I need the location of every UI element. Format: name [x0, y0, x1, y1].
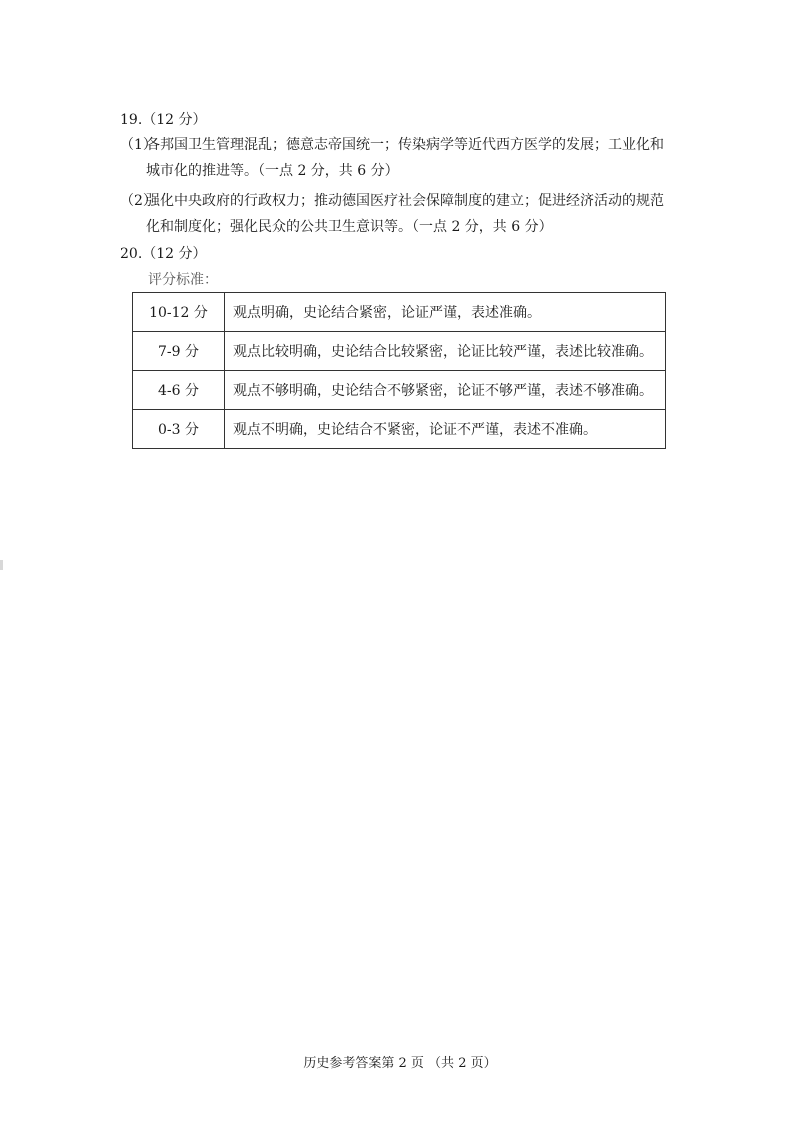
question-19-item-1: [120, 132, 695, 184]
item-number: （2）: [120, 193, 157, 209]
rubric-row: [133, 332, 666, 371]
item-text-line-2: 化和制度化；强化民众的公共卫生意识等。（一点 2 分，共 6 分）: [146, 219, 553, 235]
rubric-row: [133, 293, 666, 332]
scoring-rubric-table: [132, 292, 666, 449]
item-text-line-1: 各邦国卫生管理混乱；德意志帝国统一；传染病学等近代西方医学的发展；工业化和: [146, 137, 664, 153]
scan-edge-mark: [0, 560, 3, 570]
rubric-score: 4-6 分: [133, 371, 225, 410]
rubric-score: 7-9 分: [133, 332, 225, 371]
rubric-row: [133, 371, 666, 410]
rubric-description: 观点不明确，史论结合不紧密，论证不严谨，表述不准确。: [225, 410, 666, 449]
item-number: （1）: [120, 137, 157, 153]
question-20-header: 20.（12 分）: [120, 246, 207, 262]
question-19-item-2: [120, 188, 695, 240]
question-19-header: 19.（12 分）: [120, 112, 207, 128]
scoring-criteria-label: 评分标准：: [148, 272, 218, 288]
rubric-row: [133, 410, 666, 449]
rubric-score: 0-3 分: [133, 410, 225, 449]
item-text-line-1: 强化中央政府的行政权力；推动德国医疗社会保障制度的建立；促进经济活动的规范: [146, 193, 664, 209]
rubric-description: 观点比较明确，史论结合比较紧密，论证比较严谨，表述比较准确。: [225, 332, 666, 371]
page-footer: 历史参考答案第 2 页 （共 2 页）: [303, 1056, 497, 1071]
rubric-description: 观点不够明确，史论结合不够紧密，论证不够严谨，表述不够准确。: [225, 371, 666, 410]
rubric-description: 观点明确，史论结合紧密，论证严谨，表述准确。: [225, 293, 666, 332]
item-text-line-2: 城市化的推进等。（一点 2 分，共 6 分）: [146, 163, 399, 179]
rubric-score: 10-12 分: [133, 293, 225, 332]
